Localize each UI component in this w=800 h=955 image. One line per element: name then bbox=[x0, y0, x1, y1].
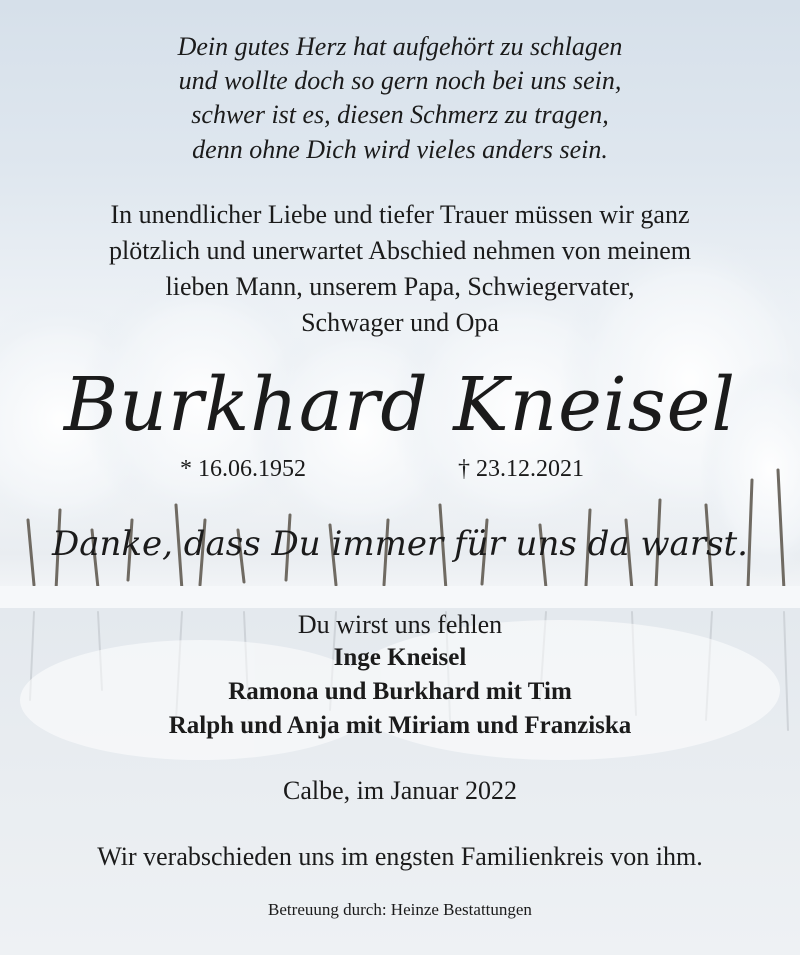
farewell-line: Wir verabschieden uns im engsten Familienkreis von ihm. bbox=[97, 842, 703, 871]
thanks-line: Danke, dass Du immer für uns da warst. bbox=[52, 524, 748, 564]
intro-line-1: In unendlicher Liebe und tiefer Trauer müssen wir ganz bbox=[110, 200, 690, 229]
poem-line-4: denn ohne Dich wird vieles anders sein. bbox=[192, 135, 608, 164]
family-line-3: Ralph und Anja mit Miriam und Franziska bbox=[168, 712, 632, 739]
death-date: † 23.12.2021 bbox=[458, 456, 584, 482]
funeral-home: Betreuung durch: Heinze Bestattungen bbox=[268, 900, 532, 919]
family-line-1: Inge Kneisel bbox=[333, 644, 467, 671]
place-date: Calbe, im Januar 2022 bbox=[283, 776, 517, 805]
intro-line-3: lieben Mann, unserem Papa, Schwiegervater, bbox=[165, 272, 635, 301]
miss-line: Du wirst uns fehlen bbox=[297, 610, 503, 639]
poem-line-3: schwer ist es, diesen Schmerz zu tragen, bbox=[191, 100, 609, 129]
intro-line-2: plötzlich und unerwartet Abschied nehmen von meinem bbox=[109, 236, 691, 265]
family-line-2: Ramona und Burkhard mit Tim bbox=[228, 678, 572, 705]
birth-date: * 16.06.1952 bbox=[180, 456, 306, 482]
poem-line-1: Dein gutes Herz hat aufgehört zu schlagen bbox=[177, 32, 623, 61]
intro-line-4: Schwager und Opa bbox=[301, 308, 499, 337]
deceased-name: Burkhard Kneisel bbox=[63, 362, 737, 448]
poem-line-2: und wollte doch so gern noch bei uns sein, bbox=[178, 66, 622, 95]
